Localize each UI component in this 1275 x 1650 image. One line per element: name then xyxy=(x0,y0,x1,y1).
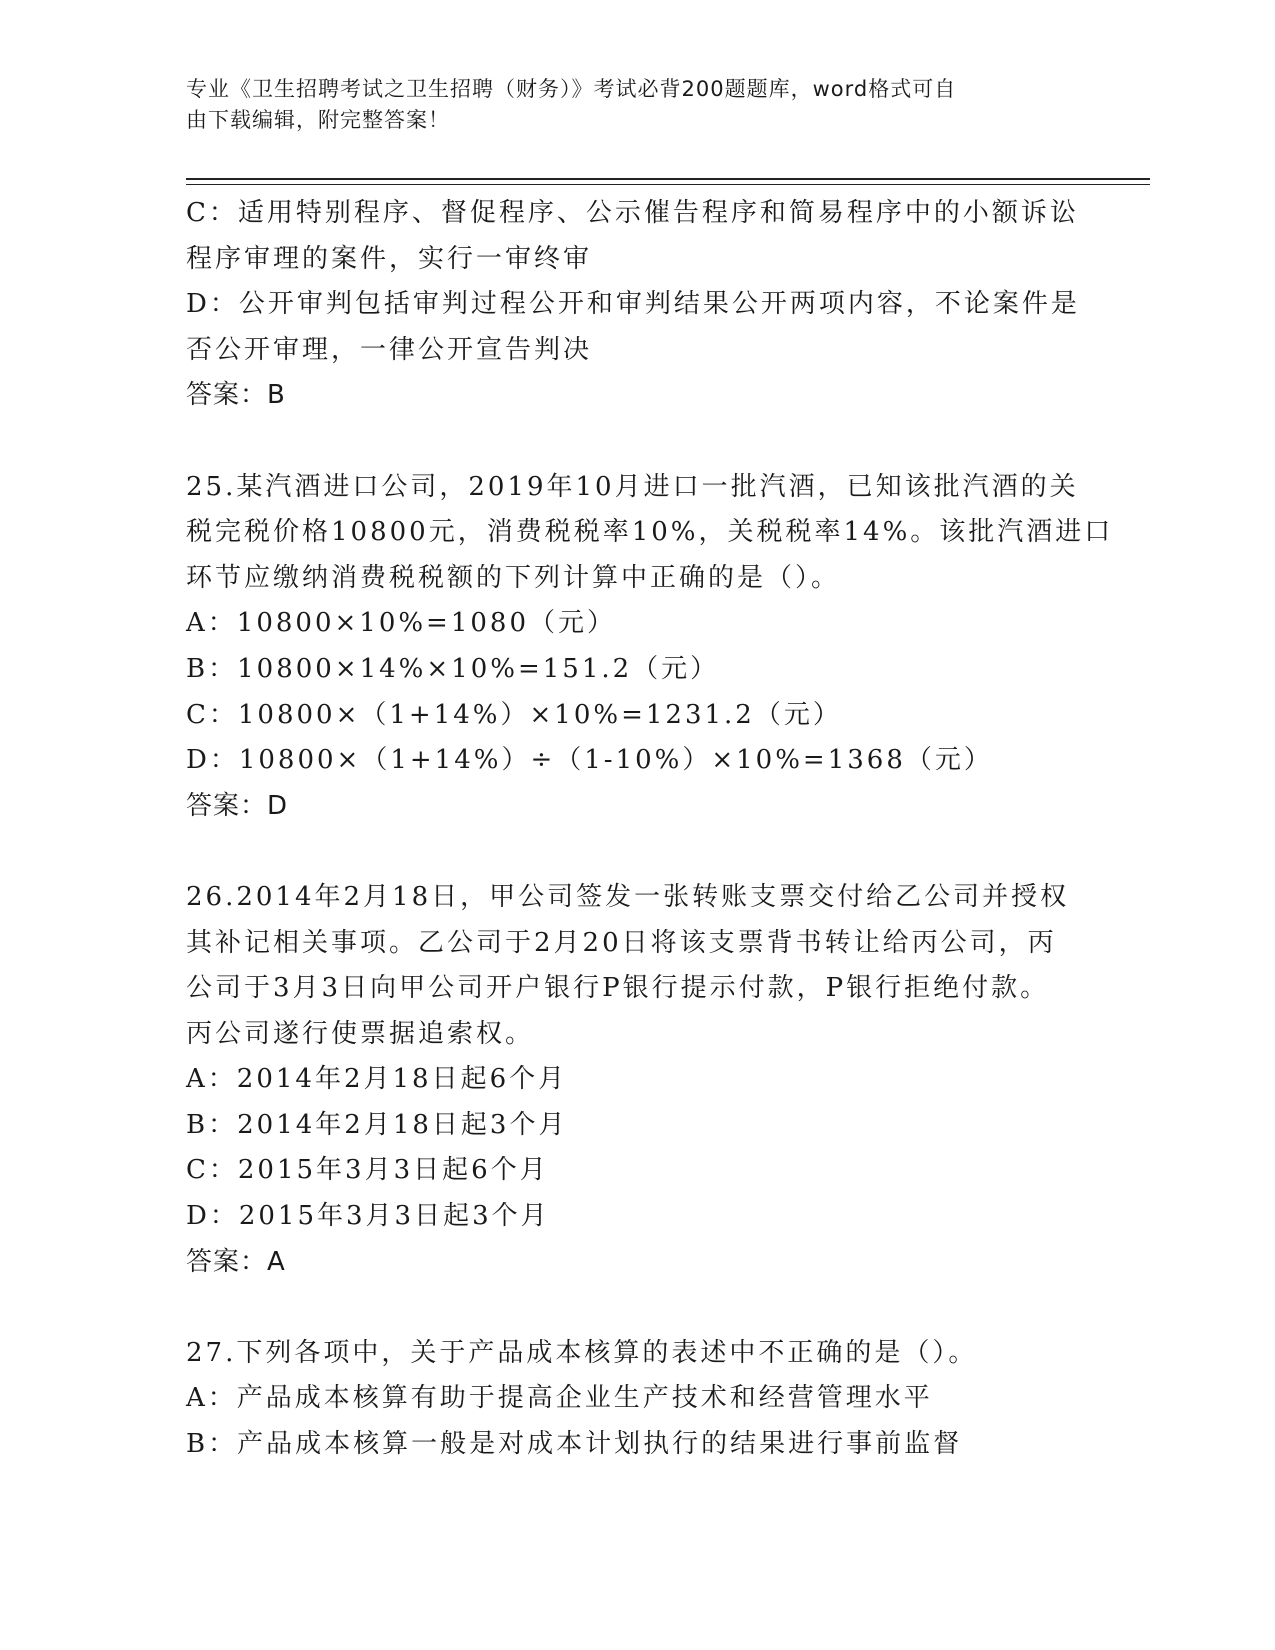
option-d: D：10800×（1+14%）÷（1-10%）×10%=1368（元） xyxy=(186,745,993,776)
question-stem-line: 27.下列各项中，关于产品成本核算的表述中不正确的是（）。 xyxy=(186,1337,978,1368)
option-c: C：2015年3月3日起6个月 xyxy=(186,1155,549,1186)
answer-line: 答案：B xyxy=(186,380,286,411)
question-stem-line: 25.某汽酒进口公司，2019年10月进口一批汽酒，已知该批汽酒的关 xyxy=(186,471,1079,502)
text-line: 程序审理的案件，实行一审终审 xyxy=(186,243,593,274)
question-stem-line: 丙公司遂行使票据追索权。 xyxy=(186,1018,535,1049)
answer-line: 答案：A xyxy=(186,1246,286,1277)
question-block xyxy=(186,465,1114,830)
option-a: A：2014年2月18日起6个月 xyxy=(186,1064,568,1095)
document-body xyxy=(186,191,1114,1468)
option-a: A：10800×10%=1080（元） xyxy=(186,608,617,639)
text-line: C：适用特别程序、督促程序、公示催告程序和简易程序中的小额诉讼 xyxy=(186,198,1079,228)
header-line-2: 由下载编辑，附完整答案！ xyxy=(186,108,450,132)
question-stem-line: 税完税价格10800元，消费税税率10%，关税税率14%。该批汽酒进口 xyxy=(186,517,1114,548)
question-stem-line: 其补记相关事项。乙公司于2月20日将该支票背书转让给丙公司，丙 xyxy=(186,927,1057,958)
header-rule-thick xyxy=(186,178,1150,180)
option-a: A：产品成本核算有助于提高企业生产技术和经营管理水平 xyxy=(186,1383,933,1414)
text-line: D：公开审判包括审判过程公开和审判结果公开两项内容，不论案件是 xyxy=(186,289,1080,320)
question-stem-line: 26.2014年2月18日，甲公司签发一张转账支票交付给乙公司并授权 xyxy=(186,881,1070,912)
question-block xyxy=(186,875,1086,1285)
question-block xyxy=(186,1331,1086,1468)
option-b: B：10800×14%×10%=151.2（元） xyxy=(186,653,720,684)
block-spacer xyxy=(186,829,1086,875)
text-line: 否公开审理，一律公开宣告判决 xyxy=(186,334,593,365)
page-header xyxy=(186,74,1066,136)
question-stem-line: 环节应缴纳消费税税额的下列计算中正确的是（）。 xyxy=(186,562,841,593)
option-b: B：产品成本核算一般是对成本计划执行的结果进行事前监督 xyxy=(186,1429,963,1460)
question-stem-line: 公司于3月3日向甲公司开户银行P银行提示付款，P银行拒绝付款。 xyxy=(186,973,1050,1004)
header-line-1: 专业《卫生招聘考试之卫生招聘（财务）》考试必背200题题库，word格式可自 xyxy=(186,77,957,101)
option-c: C：10800×（1+14%）×10%=1231.2（元） xyxy=(186,699,842,730)
block-spacer xyxy=(186,419,1086,465)
answer-line: 答案：D xyxy=(186,790,289,821)
block-spacer xyxy=(186,1285,1086,1331)
question-block xyxy=(186,191,1086,419)
option-d: D：2015年3月3日起3个月 xyxy=(186,1201,550,1232)
option-b: B：2014年2月18日起3个月 xyxy=(186,1109,568,1140)
header-rule-thin xyxy=(186,184,1150,185)
